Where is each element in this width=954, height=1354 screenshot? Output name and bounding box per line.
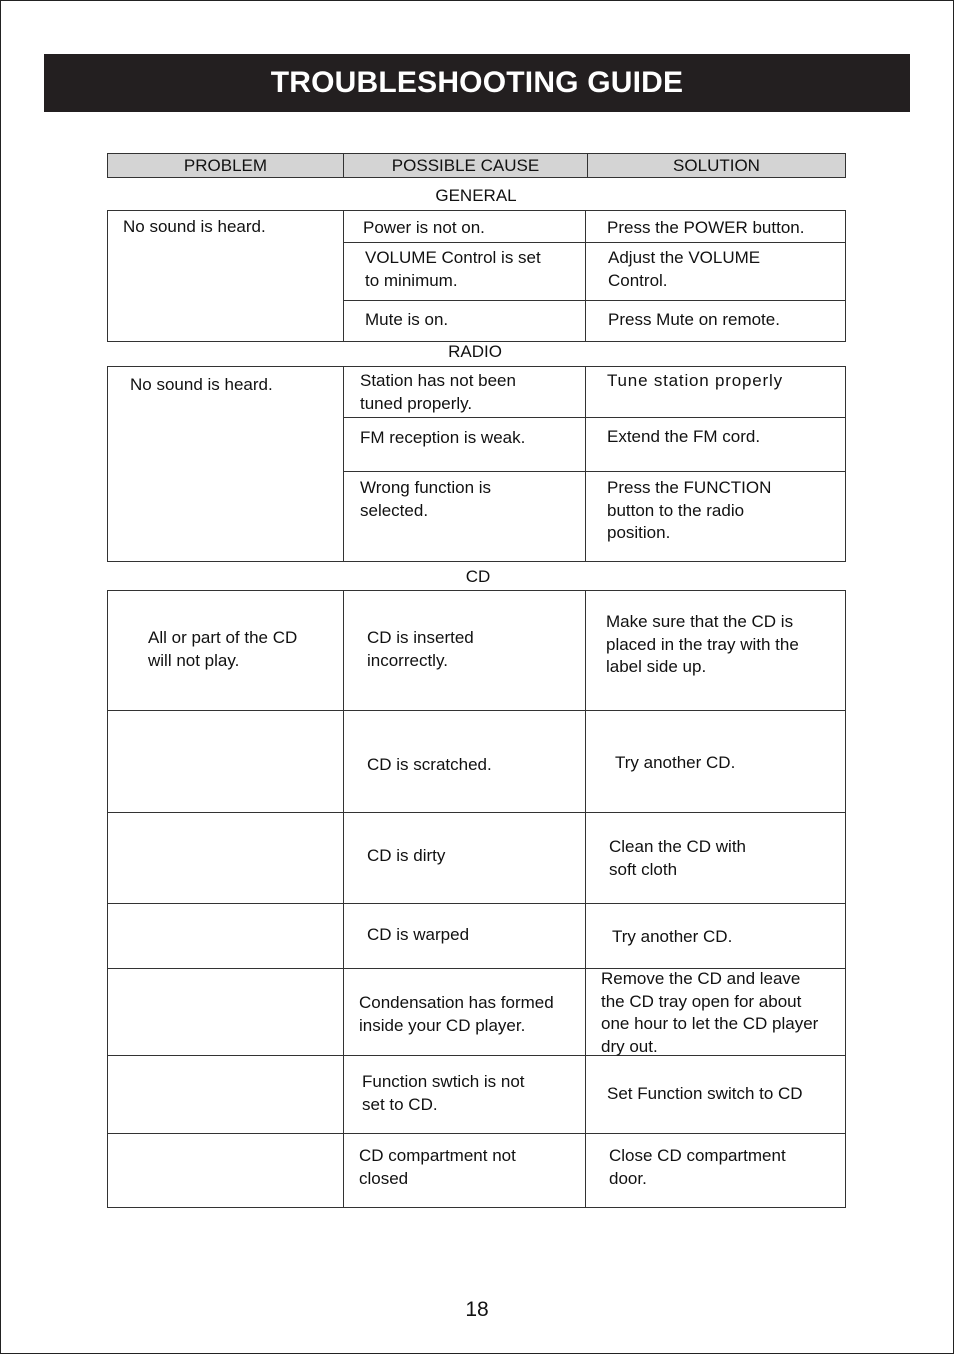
cd-cause-1: CD is inserted incorrectly.: [367, 628, 474, 670]
divider: [107, 710, 846, 711]
header-solution: SOLUTION: [587, 153, 846, 178]
divider: [343, 242, 846, 243]
cd-solution-5: Remove the CD and leave the CD tray open for about one hour to let the CD player dry out.: [601, 969, 819, 1056]
radio-cause-2: FM reception is weak.: [360, 428, 526, 447]
cd-solution-1: Make sure that the CD is placed in the tray with the label side up.: [606, 612, 799, 676]
divider: [343, 366, 344, 562]
general-solution-1: Press the POWER button.: [607, 218, 805, 237]
cd-cause-7: CD compartment not closed: [359, 1146, 516, 1188]
divider: [343, 590, 344, 1208]
general-cause-1: Power is not on.: [363, 218, 485, 237]
page-number: 18: [465, 1298, 489, 1321]
divider: [107, 903, 846, 904]
divider: [585, 210, 586, 342]
cd-solution-6: Set Function switch to CD: [607, 1084, 803, 1103]
radio-problem: No sound is heard.: [130, 375, 273, 394]
cd-solution-2: Try another CD.: [615, 753, 736, 772]
header-problem: PROBLEM: [107, 153, 344, 178]
page-title: TROUBLESHOOTING GUIDE: [44, 54, 910, 112]
cd-cause-4: CD is warped: [367, 925, 470, 944]
radio-cause-3: Wrong function is selected.: [360, 478, 492, 520]
cd-solution-7: Close CD compartment door.: [609, 1146, 786, 1188]
divider: [343, 300, 846, 301]
divider: [343, 210, 344, 342]
cd-cause-6: Function swtich is not set to CD.: [362, 1072, 525, 1114]
cd-problem: All or part of the CD will not play.: [148, 628, 298, 670]
divider: [107, 1133, 846, 1134]
general-solution-3: Press Mute on remote.: [608, 310, 780, 329]
radio-solution-2: Extend the FM cord.: [607, 427, 761, 446]
cd-solution-4: Try another CD.: [612, 927, 733, 946]
divider: [343, 471, 846, 472]
general-solution-2: Adjust the VOLUME Control.: [608, 248, 761, 290]
radio-cause-1: Station has not been tuned properly.: [360, 371, 516, 413]
section-label-general: GENERAL: [435, 186, 517, 205]
radio-solution-1: Tune station properly: [607, 371, 783, 390]
radio-solution-3: Press the FUNCTION button to the radio position.: [607, 478, 772, 542]
header-possible-cause: POSSIBLE CAUSE: [343, 153, 588, 178]
divider: [107, 812, 846, 813]
cd-cause-2: CD is scratched.: [367, 755, 492, 774]
cd-cause-5: Condensation has formed inside your CD player.: [359, 993, 554, 1035]
general-cause-3: Mute is on.: [365, 310, 449, 329]
general-problem: No sound is heard.: [123, 217, 266, 236]
general-cause-2: VOLUME Control is set to minimum.: [365, 248, 541, 290]
divider: [343, 417, 846, 418]
cd-cause-3: CD is dirty: [367, 846, 446, 865]
divider: [585, 590, 586, 1208]
section-label-radio: RADIO: [448, 342, 502, 361]
section-label-cd: CD: [465, 567, 491, 586]
divider: [585, 366, 586, 562]
cd-solution-3: Clean the CD with soft cloth: [609, 837, 747, 879]
